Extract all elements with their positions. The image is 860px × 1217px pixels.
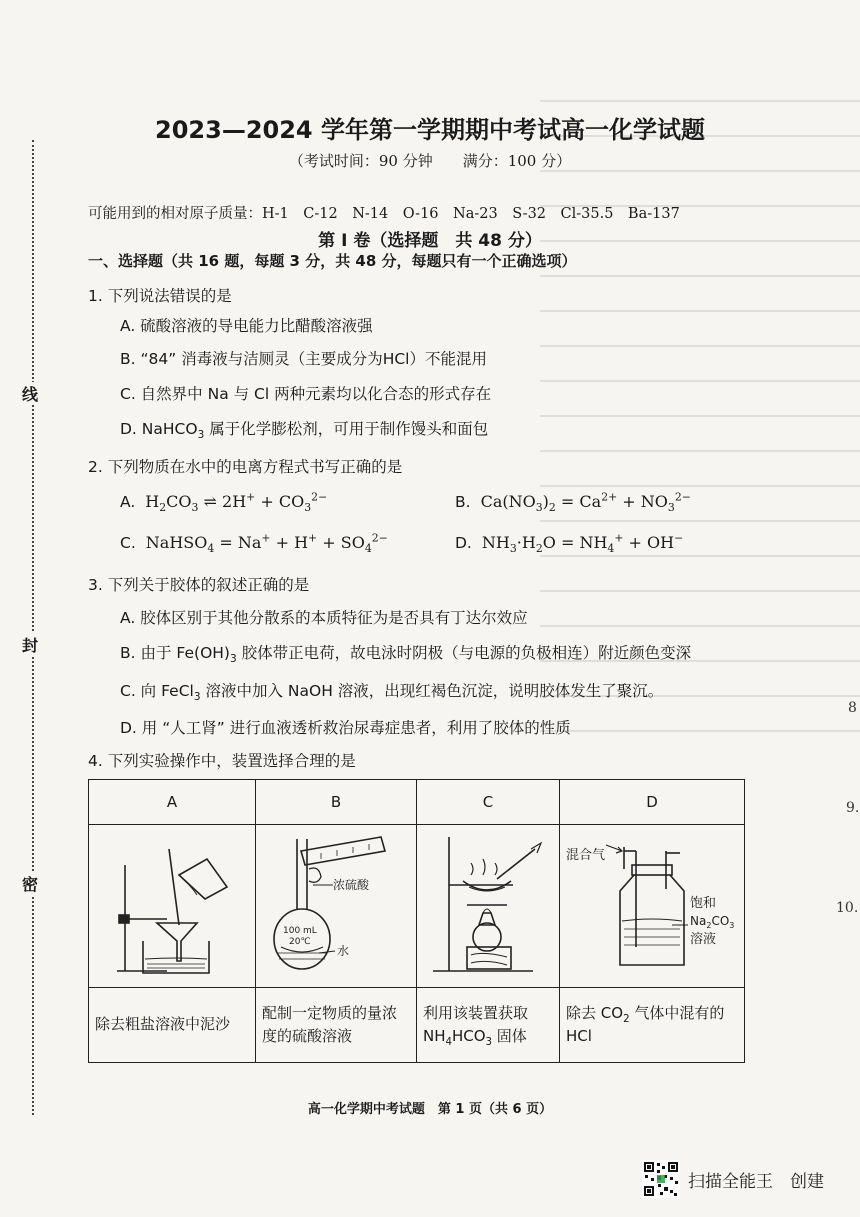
q1-option-c: C. 自然界中 Na 与 Cl 两种元素均以化合态的形式存在 (120, 385, 492, 403)
page-title: 2023—2024 学年第一学期期中考试高一化学试题 (155, 116, 705, 144)
edge-number-8: 8 (848, 700, 857, 716)
scanner-text: 扫描全能王 创建 (688, 1171, 824, 1192)
label-flask-temp: 20℃ (289, 937, 311, 947)
filtration-diagram (97, 829, 247, 979)
q2-option-c: C. NaHSO$_4$ = $Na^+ + H^+ + SO_4^{2-}$ (120, 531, 388, 556)
caption-a: 除去粗盐溶液中泥沙 (89, 988, 256, 1063)
q3-option-c: C. 向 FeCl$_3$ 溶液中加入 NaOH 溶液，出现红褐色沉淀，说明胶体发生了聚沉。 (120, 682, 664, 704)
caption-d: 除去 $CO_2$ 气体中混有的 HCl (560, 988, 745, 1063)
binding-char-line: 线 (22, 382, 38, 405)
scanner-watermark (642, 1160, 824, 1198)
apparatus-b-volumetric-flask (256, 825, 417, 988)
label-solution: 溶液 (690, 932, 717, 947)
header-b: B (256, 780, 417, 825)
apparatus-table (88, 779, 745, 1063)
exam-info: （考试时间：90 分钟 满分：100 分） (288, 152, 572, 170)
q1-stem: 1. 下列说法错误的是 (88, 287, 232, 305)
edge-number-10: 10. (836, 900, 859, 916)
binding-line (32, 140, 34, 1115)
label-gas-mix: 混合气 (566, 848, 606, 863)
label-flask-volume: 100 mL (283, 926, 317, 936)
evaporation-diagram (423, 829, 553, 979)
label-water: 水 (337, 944, 350, 958)
atomic-masses: 可能用到的相对原子质量：H-1 C-12 N-14 O-16 Na-23 S-32 Cl-35.5 Ba-137 (88, 206, 680, 222)
q3-option-d: D. 用 “人工肾” 进行血液透析救治尿毒症患者，利用了胶体的性质 (120, 719, 571, 737)
edge-number-9: 9. (846, 800, 860, 816)
q3-stem: 3. 下列关于胶体的叙述正确的是 (88, 576, 310, 594)
q2-option-d: D. $NH_3\cdot H_2O = NH_4^+ + OH^-$ (455, 531, 684, 556)
section-title: 第 I 卷（选择题 共 48 分） (318, 231, 542, 251)
qr-code-icon (642, 1160, 680, 1198)
q2-option-b: B. $Ca(NO_3)_2 = Ca^{2+} + NO_3^{2-}$ (455, 490, 691, 515)
q3-option-b: B. 由于 $Fe(OH)_3$ 胶体带正电荷，故电泳时阴极（与电源的负极相连）附近颜色变深 (120, 644, 692, 666)
caption-b: 配制一定物质的量浓度的硫酸溶液 (256, 988, 417, 1063)
header-c: C (417, 780, 560, 825)
q4-stem: 4. 下列实验操作中，装置选择合理的是 (88, 752, 356, 770)
binding-char-seal: 封 (22, 633, 38, 656)
caption-c: 利用该装置获取 $NH_4HCO_3$ 固体 (417, 988, 560, 1063)
q1-option-d: D. NaHCO$_3$ 属于化学膨松剂，可用于制作馒头和面包 (120, 420, 489, 442)
volumetric-flask-diagram (261, 829, 411, 979)
q2-stem: 2. 下列物质在水中的电离方程式书写正确的是 (88, 458, 403, 476)
q1-option-a: A. 硫酸溶液的导电能力比醋酸溶液强 (120, 317, 373, 335)
label-na2co3: $Na_2CO_3$ (690, 914, 735, 930)
part-title: 一、选择题（共 16 题，每题 3 分，共 48 分，每题只有一个正确选项） (88, 252, 577, 270)
apparatus-a-filtration (89, 825, 256, 988)
q1-option-b: B. “84” 消毒液与洁厕灵（主要成分为HCl）不能混用 (120, 350, 487, 368)
binding-char-secret: 密 (22, 872, 38, 895)
header-a: A (89, 780, 256, 825)
header-d: D (560, 780, 745, 825)
gas-washing-diagram (562, 829, 742, 979)
apparatus-c-evaporation (417, 825, 560, 988)
q3-option-a: A. 胶体区别于其他分散系的本质特征为是否具有丁达尔效应 (120, 609, 528, 627)
label-saturated: 饱和 (690, 896, 717, 911)
apparatus-d-gas-washing (560, 825, 745, 988)
q2-option-a: A. $H_2CO_3$ ⇌ $2H^+ + CO_3^{2-}$ (120, 490, 328, 515)
label-conc-acid: 浓硫酸 (333, 878, 370, 892)
page-footer: 高一化学期中考试题 第 1 页（共 6 页） (307, 1102, 553, 1117)
